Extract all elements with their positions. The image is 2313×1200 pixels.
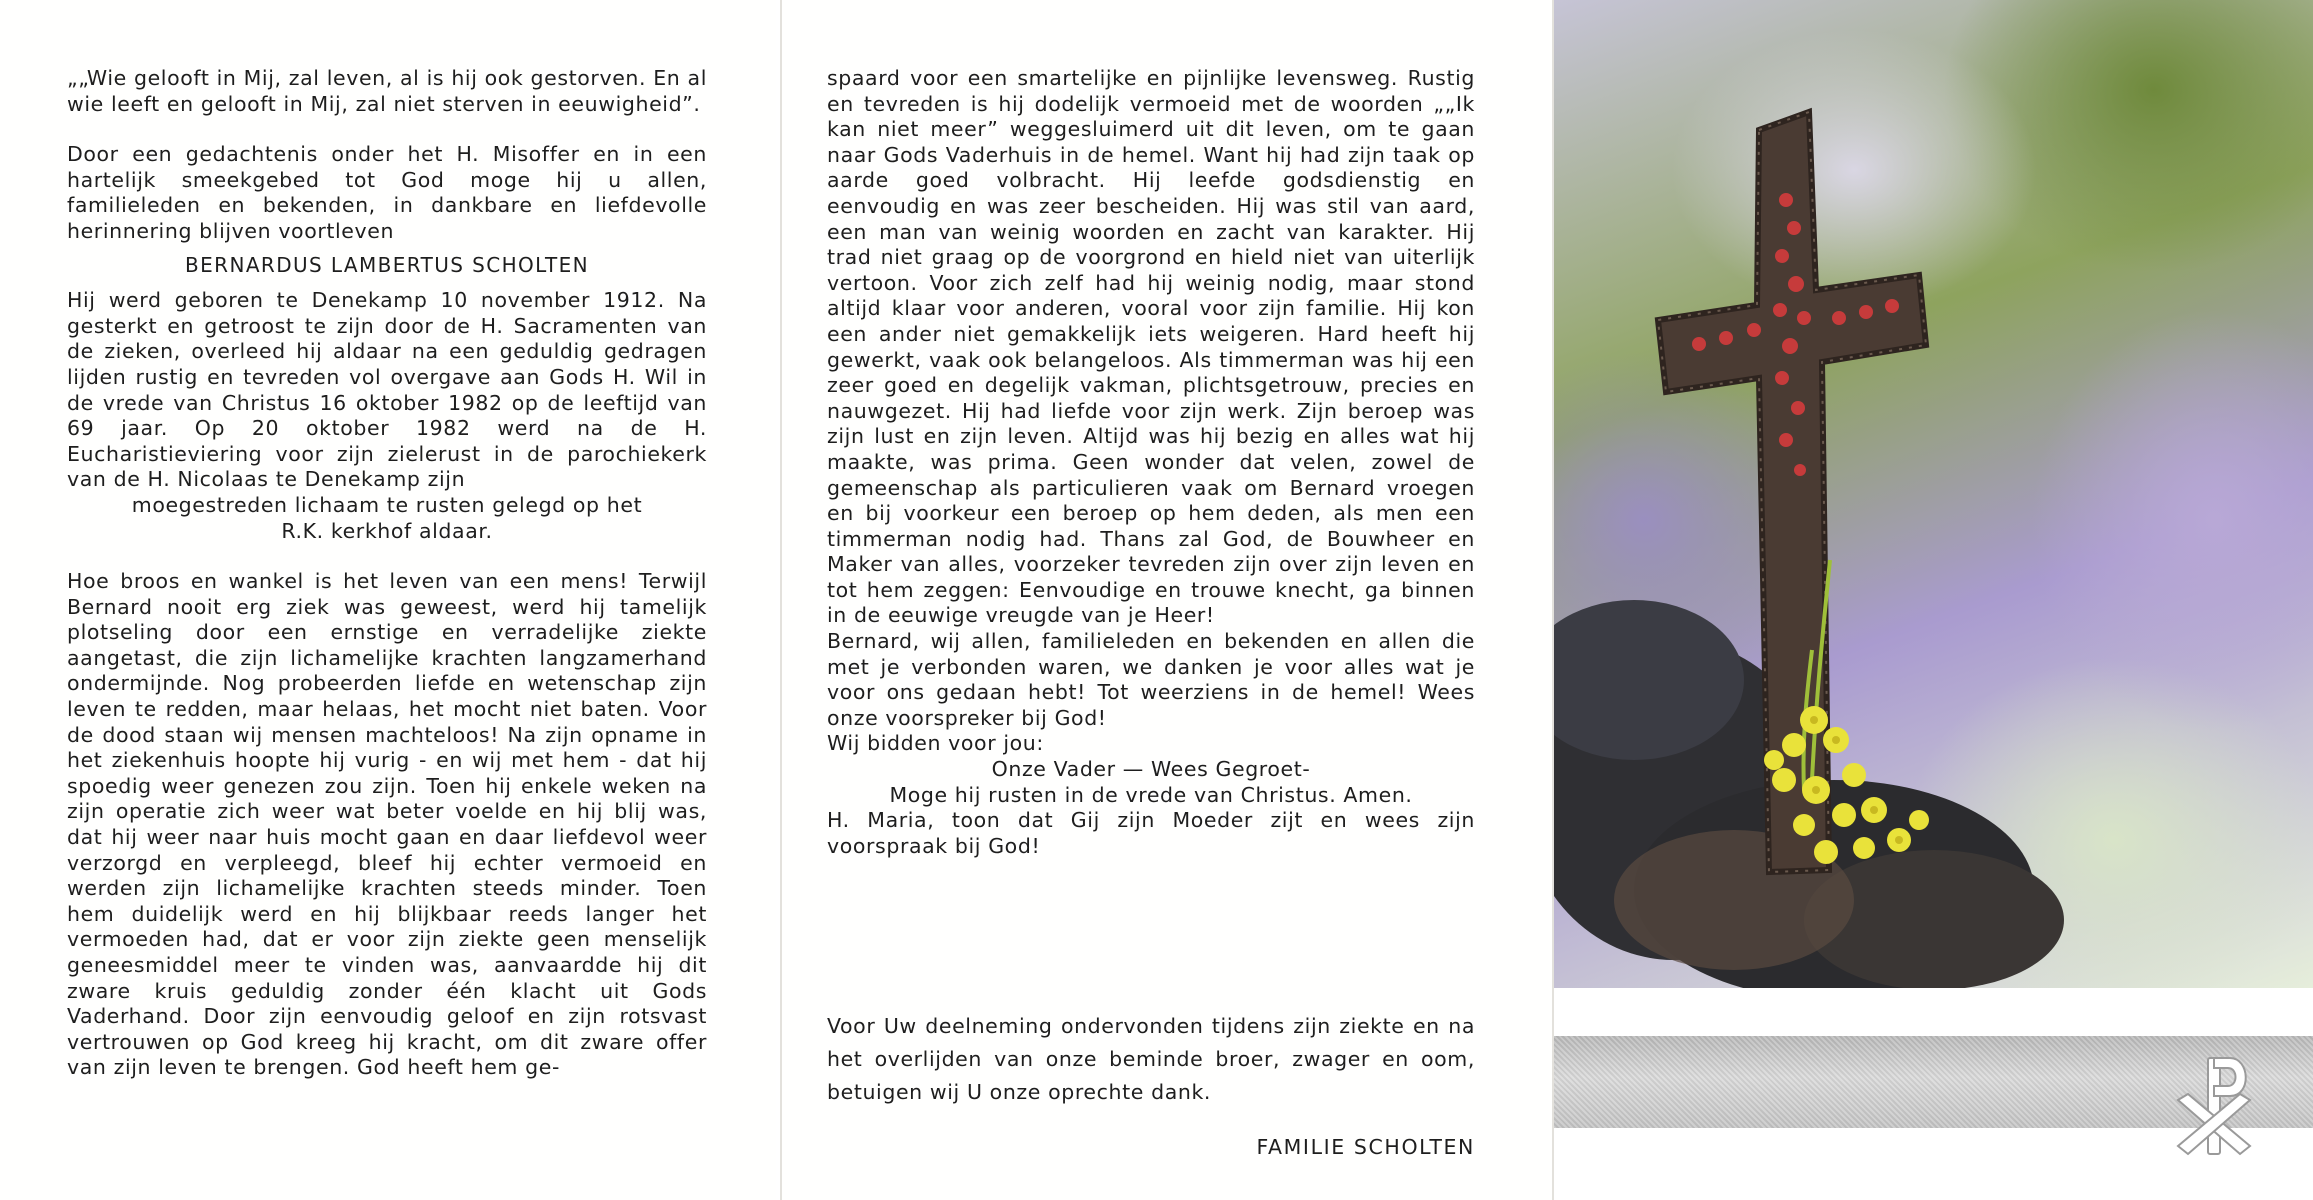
family-signature: FAMILIE SCHOLTEN — [1256, 1135, 1475, 1159]
continuation-paragraph: spaard voor een smartelijke en pijnlijke levensweg. Rustig en tevreden is hij dodelijk vermoeid met de woorden „„Ik kan niet meer” weggesluimerd uit dit leven, om te gaan naar Gods Vaderhuis in de hemel. Want hij had zijn taak op aarde goed volbracht. Hij leefde godsdienstig en eenvoudig en was zeer bescheiden. Hij was stil van aard, een man van weinig woorden en zacht van karakter. Hij trad niet graag op de voorgrond en hield niet van uiterlijk vertoon. Voor zich zelf had hij weinig nodig, maar stond altijd klaar voor anderen, vooral voor zijn familie. Hij kon een ander niet gemakkelijk iets weigeren. Hard heeft hij gewerkt, vaak ook belangeloos. Als timmerman was hij een zeer goed en degelijk vakman, plichtsgetrouw, precies en nauwgezet. Hij had liefde voor zijn werk. Zijn beroep was zijn lust en zijn leven. Altijd was hij bezig en alles wat hij maakte, was prima. Geen wonder dat velen, zowel de gemeenschap als particulieren vaak om Bernard vroegen en bij voorkeur een beroep op hem deden, als men een timmerman nodig had. Thans zal God, de Bouwheer en Maker van alles, voorzeker tevreden zijn over zijn leven en tot hem zeggen: Eenvoudige en trouwe knecht, ga binnen in de eeuwige vreugde van je Heer! — [827, 66, 1475, 628]
farewell-paragraph: Bernard, wij allen, familieleden en bekenden en allen die met je verbonden waren, we danken je voor alles wat je voor ons gedaan hebt! Tot weerziens in de hemel! Wees onze voorspreker bij God! — [827, 629, 1475, 730]
prayer-line-1: Onze Vader — Wees Gegroet- — [991, 757, 1311, 782]
prayer-line-2: Moge hij rusten in de vrede van Christus. Amen. — [889, 782, 1413, 807]
biography-paragraph: Hij werd geboren te Denekamp 10 november 1912. Na gesterkt en getroost te zijn door de H. Sacramenten van de zieken, overleed hij aldaar na een geduldig gedragen lijden rustig en tevreden vol overgave aan Gods H. Wil in de vrede van Christus 16 oktober 1982 op de leeftijd van 69 jaar. Op 20 oktober 1982 werd na de H. Eucharistieviering voor zijn zielerust in de parochiekerk van de H. Nicolaas te Denekamp zijn — [67, 288, 707, 492]
bible-quote: „„Wie gelooft in Mij, zal leven, al is hij ook gestorven. En al wie leeft en gelooft in Mij, zal niet sterven in eeuwigheid”. — [67, 66, 707, 116]
thanks-paragraph: Voor Uw deelneming ondervonden tijdens zijn ziekte en na het overlijden van onze beminde broer, zwager en oom, betuigen wij U onze oprechte dank. — [827, 1014, 1475, 1104]
right-page — [1552, 0, 2313, 1200]
deceased-name: BERNARDUS LAMBERTUS SCHOLTEN — [185, 252, 589, 277]
story-paragraph: Hoe broos en wankel is het leven van een mens! Terwijl Bernard nooit erg ziek was geweest, werd hij tamelijk plotseling door een ernstige en verradelijke ziekte aangetast, die zijn lichamelijke krachten langzamerhand ondermijnde. Nog probeerden liefde en wetenschap zijn leven te redden, maar helaas, het mocht niet baten. Voor de dood staan wij mensen machteloos! Na zijn opname in het ziekenhuis hoopte hij vurig - en wij met hem - dat hij spoedig weer genezen zou zijn. Toen hij enkele weken na zijn operatie zich weer wat beter voelde en hij blij was, dat hij weer naar huis mocht gaan en daar liefdevol weer verzorgd en verpleegd, bleef hij echter vermoeid en werden zijn lichamelijke krachten steeds minder. Toen hem duidelijk werd en hij blijkbaar reeds langer het vermoeden had, dat er voor zijn ziekte geen menselijk geneesmiddel meer te vinden was, aanvaardde hij dit zware kruis geduldig zonder één klacht uit Gods Vaderhand. Door zijn eenvoudig geloof en zijn rotsvast vertrouwen op God kreeg hij kracht, om dit zware offer van zijn leven te brengen. God heeft hem ge- — [67, 569, 707, 1080]
left-page — [0, 0, 776, 1200]
intro-paragraph: Door een gedachtenis onder het H. Misoffer en in een hartelijk smeekgebed tot God moge hij u allen, familieleden en bekenden, in dankbare en liefdevolle herinnering blijven voortleven — [67, 142, 707, 243]
biography-line-last: R.K. kerkhof aldaar. — [281, 518, 493, 543]
chi-rho-icon — [2166, 1050, 2262, 1160]
cross-photo-illustration — [1554, 0, 2313, 988]
cross-photo — [1554, 0, 2313, 988]
left-text-column — [67, 66, 707, 1081]
middle-page — [780, 0, 1552, 1200]
prayer-line-3: H. Maria, toon dat Gij zijn Moeder zijt en wees zijn voorspraak bij God! — [827, 808, 1475, 858]
biography-line: moegestreden lichaam te rusten gelegd op het — [131, 492, 643, 517]
middle-text-column — [827, 66, 1475, 859]
prayer-intro: Wij bidden voor jou: — [827, 731, 1044, 756]
